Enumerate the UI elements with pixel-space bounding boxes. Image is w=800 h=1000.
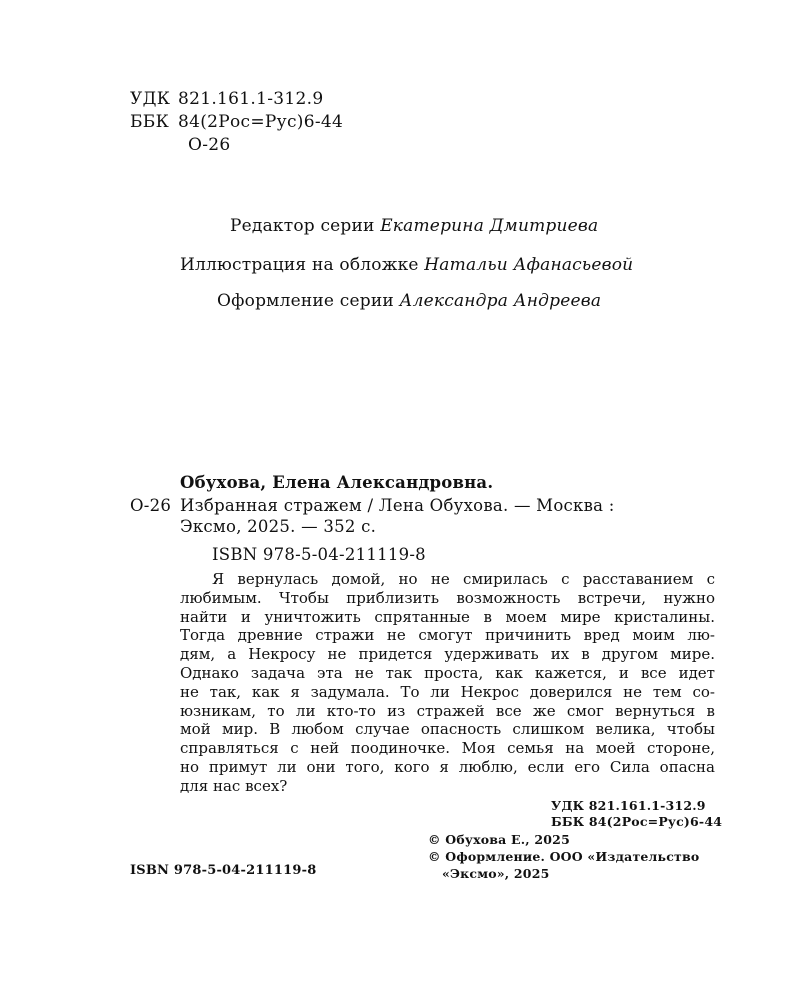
author-mark: О-26 — [188, 135, 231, 155]
catalog-bbk-short: ББК 84(2Рос=Рус)6-44 — [551, 814, 723, 829]
udk-label: УДК — [130, 89, 171, 109]
catalog-title-line-2: Эксмо, 2025. — 352 с. — [180, 517, 377, 536]
copyright-design-line-1: © Оформление. ООО «Издательство — [428, 849, 700, 864]
bbk-row — [130, 111, 343, 134]
annotation-line: найти и уничтожить спрятанные в моем мире кристалины. — [180, 607, 715, 626]
cover-illustration-label: Иллюстрация на обложке — [180, 255, 419, 275]
annotation-line: любимым. Чтобы приблизить возможность встречи, нужно — [180, 588, 715, 607]
bbk-value: 84(2Рос=Рус)6-44 — [178, 112, 344, 132]
annotation — [180, 570, 715, 796]
annotation-line: для нас всех? — [180, 776, 288, 795]
footer-isbn: ISBN 978-5-04-211119-8 — [130, 863, 317, 878]
catalog-title-line-1: Избранная стражем / Лена Обухова. — Москва : — [180, 496, 615, 515]
author-heading: Обухова, Елена Александровна. — [180, 473, 494, 492]
author-mark-row — [130, 134, 343, 157]
annotation-line: мой мир. В любом случае опасность слишком велика, чтобы — [180, 720, 715, 739]
cover-illustration-name: Натальи Афанасьевой — [424, 255, 634, 275]
udk-row — [130, 88, 343, 111]
series-editor-line — [230, 215, 598, 237]
classification-block — [130, 88, 343, 157]
series-design-name: Александра Андреева — [399, 291, 602, 311]
catalog-author-mark: О-26 — [130, 496, 172, 515]
annotation-line: юзникам, то ли кто-то из стражей все же смог вернуться в — [180, 701, 715, 720]
series-design-line — [217, 290, 601, 312]
annotation-line: но примут ли они того, кого я люблю, если его Сила опасна — [180, 757, 715, 776]
annotation-line: Тогда древние стражи не смогут причинить вред моим лю- — [180, 626, 715, 645]
series-editor-name: Екатерина Дмитриева — [380, 216, 599, 236]
series-editor-label: Редактор серии — [230, 216, 375, 236]
annotation-line: справляться с ней поодиночке. Моя семья на моей стороне, — [180, 739, 715, 758]
series-design-label: Оформление серии — [217, 291, 394, 311]
annotation-line: Я вернулась домой, но не смирилась с расставанием с — [212, 570, 715, 588]
copyright-design-line-2: «Эксмо», 2025 — [442, 866, 550, 881]
annotation-line: не так, как я задумала. То ли Некрос доверился не тем со- — [180, 682, 715, 701]
bbk-label: ББК — [130, 112, 170, 132]
annotation-line: дям, а Некросу не придется удерживать их в другом мире. — [180, 645, 715, 664]
annotation-line: Однако задача эта не так проста, как кажется, и все идет — [180, 663, 715, 682]
catalog-isbn: ISBN 978-5-04-211119-8 — [212, 545, 426, 564]
udk-value: 821.161.1-312.9 — [178, 89, 324, 109]
catalog-udk-short: УДК 821.161.1-312.9 — [551, 798, 706, 813]
cover-illustration-line — [180, 254, 633, 276]
copyright-author: © Обухова Е., 2025 — [428, 832, 570, 847]
